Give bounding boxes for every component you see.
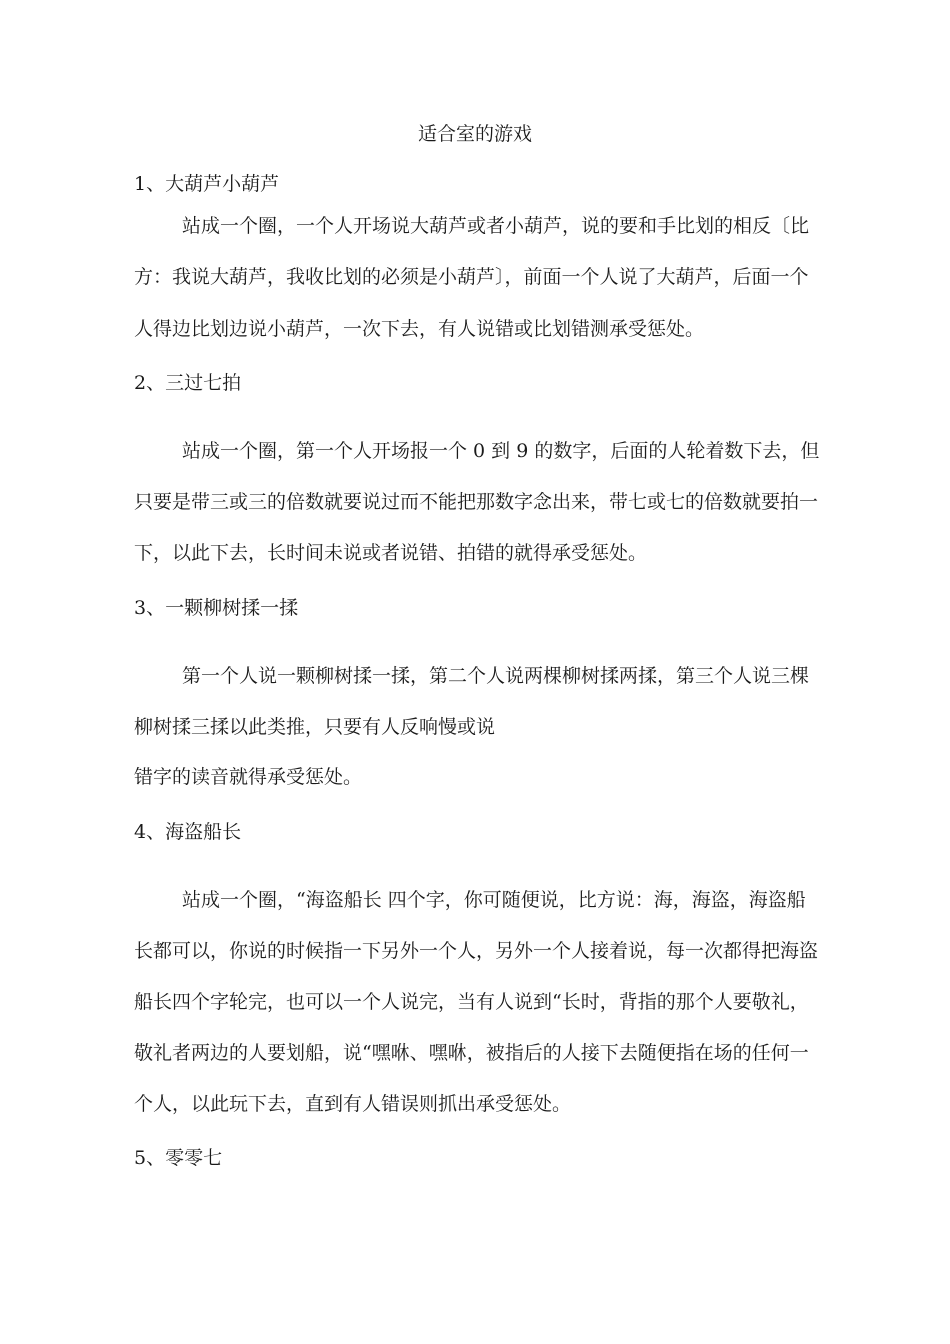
section-3-line-1: 第一个人说一颗柳树揉一揉，第二个人说两棵柳树揉两揉，第三个人说三棵 bbox=[182, 665, 810, 687]
section-2-line-3: 下，以此下去，长时间未说或者说错、拍错的就得承受惩处。 bbox=[134, 542, 648, 564]
section-1-line-2: 方：我说大葫芦，我收比划的必须是小葫芦〕，前面一个人说了大葫芦，后面一个 bbox=[134, 266, 809, 288]
section-4-line-1: 站成一个圈，“海盗船长 四个字，你可随便说，比方说：海，海盗，海盗船 bbox=[182, 889, 806, 911]
section-3-line-2: 柳树揉三揉以此类推，只要有人反响慢或说 bbox=[134, 716, 496, 738]
section-3-line-3: 错字的读音就得承受惩处。 bbox=[134, 766, 363, 788]
section-4-line-2: 长都可以，你说的时候指一下另外一个人，另外一个人接着说，每一次都得把海盗 bbox=[134, 940, 819, 962]
section-4-line-4: 敬礼者两边的人要划船，说“嘿咻、嘿咻，被指后的人接下去随便指在场的任何一 bbox=[134, 1042, 809, 1064]
section-heading-3: 3、一颗柳树揉一揉 bbox=[134, 597, 299, 619]
section-4-line-5: 个人，以此玩下去，直到有人错误则抓出承受惩处。 bbox=[134, 1093, 572, 1115]
section-heading-2: 2、三过七拍 bbox=[134, 372, 242, 394]
section-heading-5: 5、零零七 bbox=[134, 1147, 223, 1169]
section-2-line-2: 只要是带三或三的倍数就要说过而不能把那数字念出来，带七或七的倍数就要拍一 bbox=[134, 491, 819, 513]
section-heading-4: 4、海盗船长 bbox=[134, 821, 242, 843]
section-2-line-1: 站成一个圈，第一个人开场报一个 0 到 9 的数字，后面的人轮着数下去，但 bbox=[182, 440, 820, 462]
section-heading-1: 1、大葫芦小葫芦 bbox=[134, 173, 280, 195]
section-1-line-1: 站成一个圈，一个人开场说大葫芦或者小葫芦，说的要和手比划的相反〔比 bbox=[182, 215, 810, 237]
section-1-line-3: 人得边比划边说小葫芦，一次下去，有人说错或比划错测承受惩处。 bbox=[134, 318, 705, 340]
section-4-line-3: 船长四个字轮完，也可以一个人说完，当有人说到“长时，背指的那个人要敬礼， bbox=[134, 991, 809, 1013]
document-title: 适合室的游戏 bbox=[417, 123, 532, 145]
